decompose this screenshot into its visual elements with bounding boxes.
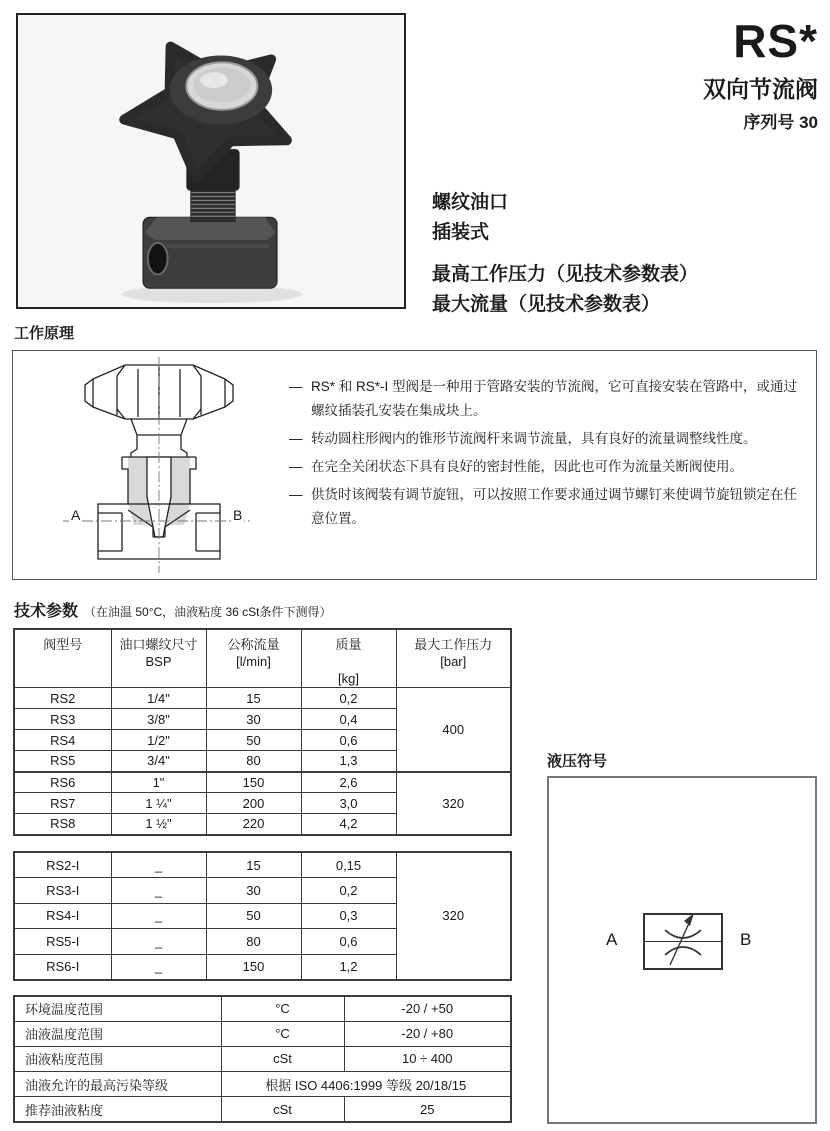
cell-value: -20 / +50 — [344, 996, 511, 1021]
table-row — [14, 1072, 511, 1097]
cell-thread: 3/8" — [111, 709, 206, 730]
cell-value: 25 — [344, 1097, 511, 1122]
cell-thread: _ — [111, 954, 206, 980]
cell-model: RS5 — [14, 751, 111, 772]
cell-unit: °C — [221, 996, 344, 1021]
cell-pressure-group: 320 — [396, 772, 511, 835]
cell-flow: 50 — [206, 730, 301, 751]
cell-model: RS3 — [14, 709, 111, 730]
cell-mass: 1,2 — [301, 954, 396, 980]
cell-label: 油液温度范围 — [14, 1021, 221, 1046]
cell-flow: 220 — [206, 814, 301, 835]
col-header: 阀型号 — [14, 629, 111, 688]
bullet-item — [289, 427, 807, 451]
cell-label: 油液粘度范围 — [14, 1046, 221, 1071]
cell-model: RS4-I — [14, 903, 111, 929]
spec-table-cartridge — [13, 851, 512, 981]
col-header: 油口螺纹尺寸 BSP — [111, 629, 206, 688]
cell-thread: 1/4" — [111, 688, 206, 709]
table-row — [14, 688, 511, 709]
bullet-text: 转动圆柱形阀内的锥形节流阀杆来调节流量，具有良好的流量调整线性度。 — [311, 431, 757, 446]
drawing-port-a-label: A — [71, 507, 81, 523]
bullet-dash: — — [289, 487, 303, 502]
cell-value: -20 / +80 — [344, 1021, 511, 1046]
cell-thread: 1/2" — [111, 730, 206, 751]
bullet-dash: — — [289, 431, 303, 446]
col-header: 质量 [kg] — [301, 629, 396, 688]
cell-label: 推荐油液粘度 — [14, 1097, 221, 1122]
cell-pressure-group: 400 — [396, 688, 511, 772]
cell-unit: cSt — [221, 1097, 344, 1122]
throttle-valve-symbol — [549, 778, 815, 1122]
fluid-conditions-table — [13, 995, 512, 1123]
cell-thread: 1 ½" — [111, 814, 206, 835]
table-row — [14, 1021, 511, 1046]
drawing-port-b-label: B — [233, 507, 243, 523]
cell-value: 10 ÷ 400 — [344, 1046, 511, 1071]
cell-mass: 0,15 — [301, 852, 396, 878]
cell-mass: 0,6 — [301, 929, 396, 955]
tech-params-note: （在油温 50°C，油液粘度 36 cSt条件下测得） — [84, 605, 332, 619]
cell-mass: 1,3 — [301, 751, 396, 772]
cell-model: RS4 — [14, 730, 111, 751]
feature-line: 螺纹油口 — [432, 192, 509, 213]
cell-unit: °C — [221, 1021, 344, 1046]
table-row — [14, 996, 511, 1021]
cell-flow: 80 — [206, 929, 301, 955]
cell-thread: _ — [111, 878, 206, 904]
symbol-port-b-label: B — [740, 930, 752, 949]
cell-model: RS5-I — [14, 929, 111, 955]
cell-model: RS7 — [14, 793, 111, 814]
cell-thread: 3/4" — [111, 751, 206, 772]
bullet-dash: — — [289, 459, 303, 474]
feature-line: 最大流量（见技术参数表） — [432, 294, 661, 315]
table-row — [14, 1097, 511, 1122]
cell-model: RS8 — [14, 814, 111, 835]
table-row — [14, 1046, 511, 1071]
cell-flow: 80 — [206, 751, 301, 772]
cell-flow: 150 — [206, 954, 301, 980]
table-row — [14, 852, 511, 878]
product-name: 双向节流阀 — [703, 75, 818, 102]
valve-photo — [18, 15, 404, 307]
cell-flow: 15 — [206, 688, 301, 709]
bullet-dash: — — [289, 379, 303, 394]
cell-model: RS3-I — [14, 878, 111, 904]
valve-section-drawing — [33, 355, 283, 577]
cell-thread: _ — [111, 903, 206, 929]
col-header: 公称流量 [l/min] — [206, 629, 301, 688]
bullet-text: 供货时该阀装有调节旋钮，可以按照工作要求通过调节螺钉来使调节旋钮锁定在任意位置。 — [311, 487, 797, 526]
working-principle-bullets — [289, 375, 807, 535]
feature-line: 最高工作压力（见技术参数表） — [432, 264, 699, 285]
cell-model: RS2 — [14, 688, 111, 709]
bullet-item — [289, 375, 807, 423]
cell-model: RS2-I — [14, 852, 111, 878]
cell-flow: 50 — [206, 903, 301, 929]
tech-params-title: 技术参数 — [14, 603, 79, 620]
tech-params-heading — [14, 598, 332, 621]
cell-flow: 150 — [206, 772, 301, 793]
cell-mass: 0,6 — [301, 730, 396, 751]
cell-pressure-group: 320 — [396, 852, 511, 980]
feature-summary — [432, 188, 698, 320]
cell-thread: _ — [111, 852, 206, 878]
bullet-item — [289, 483, 807, 531]
bullet-text: 在完全关闭状态下具有良好的密封性能，因此也可作为流量关断阀使用。 — [311, 459, 743, 474]
working-principle-heading: 工作原理 — [14, 325, 75, 342]
col-header: 最大工作压力 [bar] — [396, 629, 511, 688]
product-photo-frame — [16, 13, 406, 309]
cell-mass: 0,2 — [301, 878, 396, 904]
cell-thread: 1 ¼" — [111, 793, 206, 814]
cell-label: 环境温度范围 — [14, 996, 221, 1021]
feature-line: 插装式 — [432, 222, 490, 243]
cell-thread: _ — [111, 929, 206, 955]
cell-mass: 0,2 — [301, 688, 396, 709]
cell-mass: 0,3 — [301, 903, 396, 929]
model-code: RS* — [733, 15, 818, 67]
cell-model: RS6 — [14, 772, 111, 793]
cell-flow: 30 — [206, 709, 301, 730]
cell-unit: cSt — [221, 1046, 344, 1071]
cell-mass: 3,0 — [301, 793, 396, 814]
bullet-item — [289, 455, 807, 479]
table-row — [14, 772, 511, 793]
cell-flow: 15 — [206, 852, 301, 878]
hydraulic-symbol-heading: 液压符号 — [547, 753, 608, 770]
cell-value-merged: 根据 ISO 4406:1999 等级 20/18/15 — [221, 1072, 511, 1097]
cell-flow: 30 — [206, 878, 301, 904]
spec-table-threaded — [13, 628, 512, 836]
symbol-port-a-label: A — [606, 930, 618, 949]
hydraulic-symbol-box — [547, 776, 817, 1124]
cell-label: 油液允许的最高污染等级 — [14, 1072, 221, 1097]
cell-model: RS6-I — [14, 954, 111, 980]
title-block — [703, 16, 818, 133]
working-principle-box — [12, 350, 817, 580]
series-number: 序列号 30 — [743, 112, 818, 132]
cell-thread: 1" — [111, 772, 206, 793]
cell-mass: 0,4 — [301, 709, 396, 730]
cell-flow: 200 — [206, 793, 301, 814]
cell-mass: 2,6 — [301, 772, 396, 793]
cell-mass: 4,2 — [301, 814, 396, 835]
bullet-text: RS* 和 RS*-I 型阀是一种用于管路安装的节流阀，它可直接安装在管路中，或通过螺纹插装孔安装在集成块上。 — [311, 379, 798, 418]
